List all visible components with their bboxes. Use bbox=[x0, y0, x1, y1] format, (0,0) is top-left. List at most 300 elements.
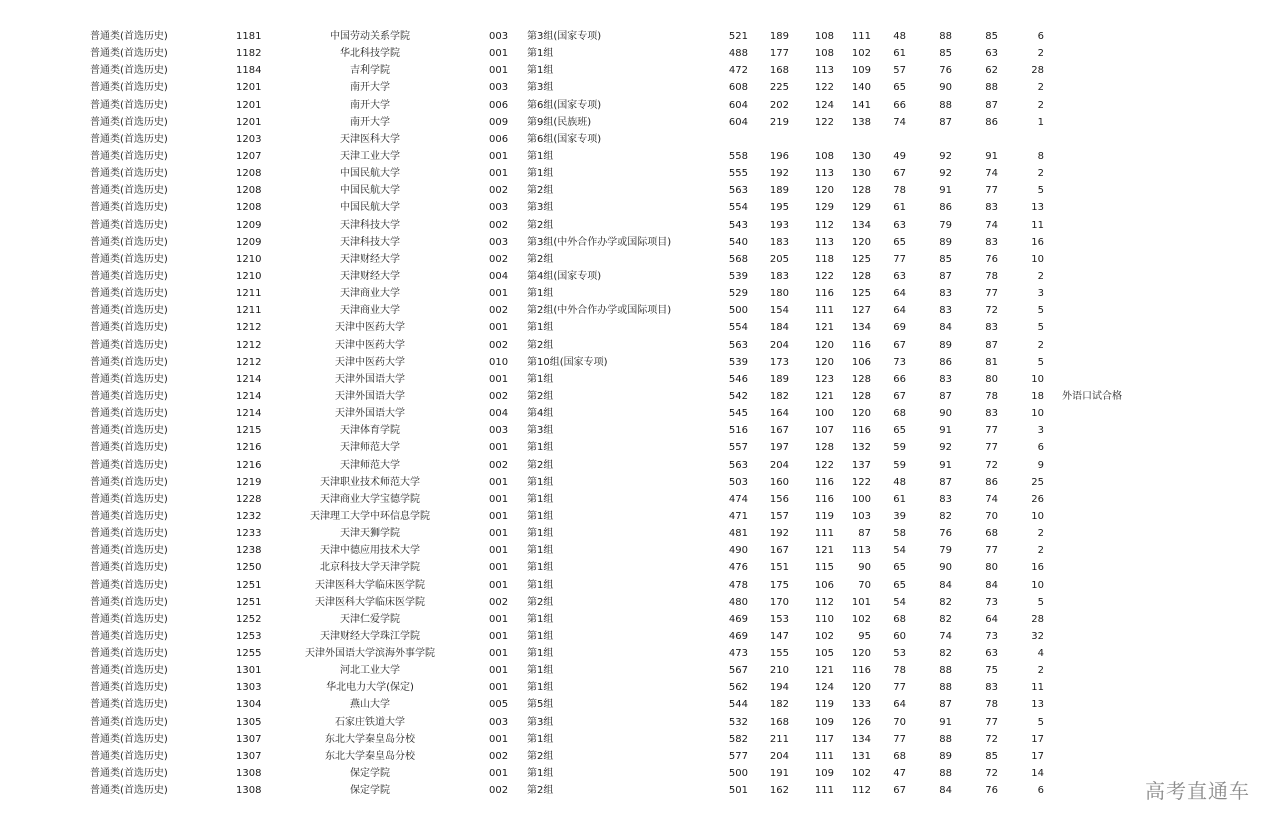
score-5-cell: 77 bbox=[893, 253, 906, 265]
score-4-cell: 101 bbox=[851, 596, 871, 608]
score-5-cell: 59 bbox=[893, 459, 906, 471]
score-5-cell: 67 bbox=[893, 339, 906, 351]
score-5-cell: 68 bbox=[893, 408, 906, 420]
score-6-cell: 88 bbox=[939, 733, 952, 745]
score-4-cell: 120 bbox=[851, 408, 871, 420]
score-5-cell: 66 bbox=[893, 99, 906, 111]
school-name-cell: 天津师范大学 bbox=[340, 459, 400, 471]
watermark: 高考直通车 bbox=[1145, 779, 1250, 803]
total-score-cell: 554 bbox=[728, 202, 748, 214]
total-score-cell: 577 bbox=[728, 750, 748, 762]
school-name-cell: 天津天狮学院 bbox=[340, 528, 400, 540]
group-code-cell: 002 bbox=[489, 785, 509, 797]
count-cell: 2 bbox=[1037, 82, 1044, 94]
school-name-cell: 石家庄铁道大学 bbox=[335, 716, 405, 728]
school-code-cell: 1214 bbox=[236, 408, 262, 420]
score-3-cell: 113 bbox=[814, 168, 834, 180]
score-3-cell: 117 bbox=[814, 733, 834, 745]
group-name-cell: 第4组(国家专项) bbox=[527, 270, 602, 282]
score-2-cell: 157 bbox=[769, 510, 789, 522]
score-7-cell: 63 bbox=[985, 648, 998, 660]
score-6-cell: 88 bbox=[939, 31, 952, 42]
total-score-cell: 481 bbox=[728, 528, 748, 540]
group-name-cell: 第1组 bbox=[527, 733, 554, 745]
score-6-cell: 88 bbox=[939, 768, 952, 780]
group-code-cell: 001 bbox=[489, 442, 509, 454]
group-name-cell: 第1组 bbox=[527, 562, 554, 574]
school-name-cell: 天津商业大学宝德学院 bbox=[320, 493, 420, 505]
group-code-cell: 002 bbox=[489, 459, 509, 471]
score-6-cell: 79 bbox=[939, 545, 952, 557]
score-4-cell: 134 bbox=[851, 733, 871, 745]
category-cell: 普通类(首选历史) bbox=[90, 459, 168, 471]
total-score-cell: 478 bbox=[728, 579, 748, 591]
count-cell: 10 bbox=[1031, 408, 1044, 420]
count-cell: 2 bbox=[1037, 168, 1044, 180]
total-score-cell: 469 bbox=[728, 630, 748, 642]
score-3-cell: 123 bbox=[814, 373, 834, 385]
count-cell: 2 bbox=[1037, 339, 1044, 351]
count-cell: 28 bbox=[1031, 65, 1044, 77]
school-name-cell: 中国民航大学 bbox=[340, 168, 400, 180]
group-name-cell: 第2组 bbox=[527, 253, 554, 265]
school-code-cell: 1308 bbox=[236, 785, 262, 797]
count-cell: 14 bbox=[1031, 768, 1044, 780]
school-code-cell: 1252 bbox=[236, 613, 262, 625]
score-2-cell: 168 bbox=[769, 65, 789, 77]
total-score-cell: 471 bbox=[728, 510, 748, 522]
group-code-cell: 003 bbox=[489, 31, 509, 42]
group-name-cell: 第2组(中外合作办学或国际项目) bbox=[527, 305, 672, 317]
school-code-cell: 1208 bbox=[236, 185, 262, 197]
score-4-cell: 125 bbox=[851, 253, 871, 265]
school-code-cell: 1250 bbox=[236, 562, 262, 574]
score-6-cell: 76 bbox=[939, 65, 952, 77]
score-6-cell: 84 bbox=[939, 579, 952, 591]
table-row bbox=[0, 559, 1280, 576]
score-3-cell: 110 bbox=[814, 613, 834, 625]
school-code-cell: 1209 bbox=[236, 219, 262, 231]
school-code-cell: 1216 bbox=[236, 442, 262, 454]
school-name-cell: 南开大学 bbox=[350, 99, 390, 111]
score-6-cell: 85 bbox=[939, 48, 952, 60]
score-6-cell: 82 bbox=[939, 613, 952, 625]
count-cell: 5 bbox=[1037, 356, 1044, 368]
score-6-cell: 91 bbox=[939, 185, 952, 197]
table-row bbox=[0, 268, 1280, 285]
table-row bbox=[0, 131, 1280, 148]
score-3-cell: 108 bbox=[814, 31, 834, 42]
score-5-cell: 77 bbox=[893, 682, 906, 694]
score-5-cell: 67 bbox=[893, 785, 906, 797]
score-6-cell: 91 bbox=[939, 425, 952, 437]
total-score-cell: 568 bbox=[728, 253, 748, 265]
count-cell: 2 bbox=[1037, 99, 1044, 111]
school-code-cell: 1203 bbox=[236, 133, 262, 145]
school-code-cell: 1255 bbox=[236, 648, 262, 660]
group-code-cell: 003 bbox=[489, 716, 509, 728]
score-6-cell: 87 bbox=[939, 270, 952, 282]
school-name-cell: 天津外国语大学 bbox=[335, 390, 405, 402]
total-score-cell: 516 bbox=[728, 425, 748, 437]
score-2-cell: 182 bbox=[769, 390, 789, 402]
score-5-cell: 39 bbox=[893, 510, 906, 522]
table-row bbox=[0, 696, 1280, 713]
score-2-cell: 183 bbox=[769, 270, 789, 282]
score-3-cell: 105 bbox=[814, 648, 834, 660]
group-name-cell: 第1组 bbox=[527, 545, 554, 557]
score-4-cell: 87 bbox=[858, 528, 871, 540]
school-name-cell: 东北大学秦皇岛分校 bbox=[325, 733, 415, 745]
score-7-cell: 74 bbox=[985, 493, 998, 505]
score-2-cell: 154 bbox=[769, 305, 789, 317]
score-3-cell: 116 bbox=[814, 493, 834, 505]
group-code-cell: 005 bbox=[489, 699, 509, 711]
score-2-cell: 196 bbox=[769, 150, 789, 162]
table-row bbox=[0, 491, 1280, 508]
group-name-cell: 第1组 bbox=[527, 648, 554, 660]
score-2-cell: 180 bbox=[769, 288, 789, 300]
category-cell: 普通类(首选历史) bbox=[90, 630, 168, 642]
group-name-cell: 第3组 bbox=[527, 202, 554, 214]
school-code-cell: 1214 bbox=[236, 373, 262, 385]
school-code-cell: 1228 bbox=[236, 493, 262, 505]
score-2-cell: 204 bbox=[769, 339, 789, 351]
count-cell: 28 bbox=[1031, 613, 1044, 625]
count-cell: 17 bbox=[1031, 733, 1044, 745]
score-2-cell: 204 bbox=[769, 459, 789, 471]
score-5-cell: 61 bbox=[893, 48, 906, 60]
school-name-cell: 天津体育学院 bbox=[340, 425, 400, 437]
group-code-cell: 001 bbox=[489, 528, 509, 540]
category-cell: 普通类(首选历史) bbox=[90, 699, 168, 711]
group-name-cell: 第1组 bbox=[527, 682, 554, 694]
school-name-cell: 天津科技大学 bbox=[340, 236, 400, 248]
group-code-cell: 006 bbox=[489, 133, 509, 145]
group-code-cell: 001 bbox=[489, 493, 509, 505]
score-6-cell: 88 bbox=[939, 99, 952, 111]
score-6-cell: 85 bbox=[939, 253, 952, 265]
score-7-cell: 85 bbox=[985, 750, 998, 762]
score-6-cell: 91 bbox=[939, 459, 952, 471]
table-row bbox=[0, 594, 1280, 611]
school-name-cell: 中国民航大学 bbox=[340, 202, 400, 214]
school-name-cell: 天津中德应用技术大学 bbox=[320, 545, 420, 557]
total-score-cell: 529 bbox=[728, 288, 748, 300]
score-7-cell: 85 bbox=[985, 31, 998, 42]
total-score-cell: 501 bbox=[728, 785, 748, 797]
score-4-cell: 103 bbox=[851, 510, 871, 522]
score-2-cell: 175 bbox=[769, 579, 789, 591]
category-cell: 普通类(首选历史) bbox=[90, 510, 168, 522]
school-name-cell: 天津医科大学 bbox=[340, 133, 400, 145]
group-code-cell: 002 bbox=[489, 750, 509, 762]
group-code-cell: 003 bbox=[489, 82, 509, 94]
score-7-cell: 75 bbox=[985, 665, 998, 677]
score-2-cell: 193 bbox=[769, 219, 789, 231]
count-cell: 10 bbox=[1031, 373, 1044, 385]
category-cell: 普通类(首选历史) bbox=[90, 613, 168, 625]
table-row bbox=[0, 97, 1280, 114]
score-6-cell: 89 bbox=[939, 750, 952, 762]
group-code-cell: 002 bbox=[489, 390, 509, 402]
group-name-cell: 第4组 bbox=[527, 408, 554, 420]
total-score-cell: 473 bbox=[728, 648, 748, 660]
table-row bbox=[0, 525, 1280, 542]
category-cell: 普通类(首选历史) bbox=[90, 185, 168, 197]
score-3-cell: 122 bbox=[814, 82, 834, 94]
score-7-cell: 86 bbox=[985, 116, 998, 128]
category-cell: 普通类(首选历史) bbox=[90, 579, 168, 591]
score-5-cell: 68 bbox=[893, 613, 906, 625]
score-4-cell: 127 bbox=[851, 305, 871, 317]
score-3-cell: 121 bbox=[814, 665, 834, 677]
group-code-cell: 009 bbox=[489, 116, 509, 128]
group-code-cell: 002 bbox=[489, 185, 509, 197]
table-row bbox=[0, 577, 1280, 594]
school-name-cell: 天津仁爱学院 bbox=[340, 613, 400, 625]
score-4-cell: 90 bbox=[858, 562, 871, 574]
category-cell: 普通类(首选历史) bbox=[90, 785, 168, 797]
table-row bbox=[0, 457, 1280, 474]
table-row bbox=[0, 405, 1280, 422]
score-2-cell: 189 bbox=[769, 373, 789, 385]
score-3-cell: 122 bbox=[814, 459, 834, 471]
group-name-cell: 第1组 bbox=[527, 168, 554, 180]
school-code-cell: 1210 bbox=[236, 270, 262, 282]
score-6-cell: 74 bbox=[939, 630, 952, 642]
school-code-cell: 1251 bbox=[236, 596, 262, 608]
category-cell: 普通类(首选历史) bbox=[90, 682, 168, 694]
score-7-cell: 84 bbox=[985, 579, 998, 591]
score-7-cell: 83 bbox=[985, 202, 998, 214]
score-6-cell: 82 bbox=[939, 648, 952, 660]
score-7-cell: 73 bbox=[985, 630, 998, 642]
group-code-cell: 001 bbox=[489, 648, 509, 660]
group-code-cell: 003 bbox=[489, 425, 509, 437]
group-code-cell: 010 bbox=[489, 356, 509, 368]
count-cell: 5 bbox=[1037, 716, 1044, 728]
count-cell: 13 bbox=[1031, 202, 1044, 214]
score-5-cell: 59 bbox=[893, 442, 906, 454]
group-name-cell: 第2组 bbox=[527, 459, 554, 471]
table-row bbox=[0, 439, 1280, 456]
total-score-cell: 563 bbox=[728, 459, 748, 471]
score-4-cell: 120 bbox=[851, 682, 871, 694]
category-cell: 普通类(首选历史) bbox=[90, 442, 168, 454]
score-6-cell: 88 bbox=[939, 682, 952, 694]
group-name-cell: 第1组 bbox=[527, 442, 554, 454]
table-row bbox=[0, 508, 1280, 525]
total-score-cell: 545 bbox=[728, 408, 748, 420]
score-4-cell: 133 bbox=[851, 699, 871, 711]
count-cell: 5 bbox=[1037, 596, 1044, 608]
group-code-cell: 001 bbox=[489, 768, 509, 780]
group-code-cell: 006 bbox=[489, 99, 509, 111]
school-code-cell: 1307 bbox=[236, 733, 262, 745]
score-4-cell: 131 bbox=[851, 750, 871, 762]
school-name-cell: 天津外国语大学滨海外事学院 bbox=[305, 648, 435, 660]
count-cell: 2 bbox=[1037, 528, 1044, 540]
group-name-cell: 第1组 bbox=[527, 613, 554, 625]
total-score-cell: 546 bbox=[728, 373, 748, 385]
category-cell: 普通类(首选历史) bbox=[90, 408, 168, 420]
score-4-cell: 106 bbox=[851, 356, 871, 368]
school-code-cell: 1238 bbox=[236, 545, 262, 557]
table-row bbox=[0, 79, 1280, 96]
score-6-cell: 87 bbox=[939, 476, 952, 488]
score-4-cell: 130 bbox=[851, 168, 871, 180]
school-name-cell: 天津商业大学 bbox=[340, 305, 400, 317]
score-7-cell: 74 bbox=[985, 168, 998, 180]
score-3-cell: 119 bbox=[814, 699, 834, 711]
group-name-cell: 第3组(中外合作办学或国际项目) bbox=[527, 236, 672, 248]
total-score-cell: 604 bbox=[728, 116, 748, 128]
score-7-cell: 72 bbox=[985, 768, 998, 780]
score-3-cell: 107 bbox=[814, 425, 834, 437]
admission-table bbox=[0, 28, 1280, 799]
score-5-cell: 61 bbox=[893, 493, 906, 505]
score-4-cell: 128 bbox=[851, 390, 871, 402]
score-2-cell: 155 bbox=[769, 648, 789, 660]
group-name-cell: 第1组 bbox=[527, 579, 554, 591]
table-row bbox=[0, 285, 1280, 302]
note-cell: 外语口试合格 bbox=[1062, 390, 1122, 402]
school-name-cell: 天津财经大学 bbox=[340, 270, 400, 282]
category-cell: 普通类(首选历史) bbox=[90, 305, 168, 317]
score-2-cell: 192 bbox=[769, 168, 789, 180]
table-row bbox=[0, 114, 1280, 131]
count-cell: 11 bbox=[1031, 219, 1044, 231]
score-5-cell: 54 bbox=[893, 596, 906, 608]
score-6-cell: 92 bbox=[939, 168, 952, 180]
count-cell: 13 bbox=[1031, 699, 1044, 711]
group-name-cell: 第1组 bbox=[527, 665, 554, 677]
table-row bbox=[0, 765, 1280, 782]
category-cell: 普通类(首选历史) bbox=[90, 168, 168, 180]
score-3-cell: 122 bbox=[814, 270, 834, 282]
total-score-cell: 469 bbox=[728, 613, 748, 625]
score-6-cell: 82 bbox=[939, 510, 952, 522]
score-7-cell: 78 bbox=[985, 390, 998, 402]
score-7-cell: 76 bbox=[985, 785, 998, 797]
school-code-cell: 1216 bbox=[236, 459, 262, 471]
category-cell: 普通类(首选历史) bbox=[90, 31, 168, 42]
score-3-cell: 120 bbox=[814, 185, 834, 197]
group-code-cell: 001 bbox=[489, 48, 509, 60]
group-code-cell: 004 bbox=[489, 408, 509, 420]
score-5-cell: 65 bbox=[893, 425, 906, 437]
table-row bbox=[0, 371, 1280, 388]
category-cell: 普通类(首选历史) bbox=[90, 288, 168, 300]
score-6-cell: 83 bbox=[939, 305, 952, 317]
score-3-cell: 120 bbox=[814, 339, 834, 351]
score-4-cell: 126 bbox=[851, 716, 871, 728]
score-4-cell: 116 bbox=[851, 665, 871, 677]
score-7-cell: 77 bbox=[985, 288, 998, 300]
score-2-cell: 183 bbox=[769, 236, 789, 248]
score-5-cell: 77 bbox=[893, 733, 906, 745]
score-5-cell: 57 bbox=[893, 65, 906, 77]
school-code-cell: 1209 bbox=[236, 236, 262, 248]
score-6-cell: 86 bbox=[939, 356, 952, 368]
score-5-cell: 48 bbox=[893, 31, 906, 42]
total-score-cell: 539 bbox=[728, 356, 748, 368]
score-5-cell: 78 bbox=[893, 665, 906, 677]
category-cell: 普通类(首选历史) bbox=[90, 116, 168, 128]
category-cell: 普通类(首选历史) bbox=[90, 768, 168, 780]
table-row bbox=[0, 302, 1280, 319]
category-cell: 普通类(首选历史) bbox=[90, 493, 168, 505]
score-4-cell: 128 bbox=[851, 185, 871, 197]
score-6-cell: 91 bbox=[939, 716, 952, 728]
score-7-cell: 77 bbox=[985, 716, 998, 728]
school-code-cell: 1208 bbox=[236, 202, 262, 214]
group-code-cell: 001 bbox=[489, 476, 509, 488]
count-cell: 5 bbox=[1037, 322, 1044, 334]
score-6-cell: 76 bbox=[939, 528, 952, 540]
table-row bbox=[0, 337, 1280, 354]
score-6-cell: 84 bbox=[939, 322, 952, 334]
count-cell: 4 bbox=[1037, 648, 1044, 660]
score-3-cell: 116 bbox=[814, 288, 834, 300]
score-7-cell: 77 bbox=[985, 545, 998, 557]
total-score-cell: 503 bbox=[728, 476, 748, 488]
count-cell: 10 bbox=[1031, 510, 1044, 522]
category-cell: 普通类(首选历史) bbox=[90, 733, 168, 745]
school-code-cell: 1182 bbox=[236, 48, 262, 60]
score-2-cell: 191 bbox=[769, 768, 789, 780]
score-4-cell: 129 bbox=[851, 202, 871, 214]
group-name-cell: 第5组 bbox=[527, 699, 554, 711]
group-code-cell: 002 bbox=[489, 596, 509, 608]
group-name-cell: 第3组 bbox=[527, 425, 554, 437]
score-4-cell: 134 bbox=[851, 322, 871, 334]
count-cell: 6 bbox=[1037, 31, 1044, 42]
group-name-cell: 第10组(国家专项) bbox=[527, 356, 608, 368]
score-7-cell: 86 bbox=[985, 476, 998, 488]
table-row bbox=[0, 422, 1280, 439]
score-3-cell: 118 bbox=[814, 253, 834, 265]
score-3-cell: 113 bbox=[814, 65, 834, 77]
score-3-cell: 106 bbox=[814, 579, 834, 591]
score-2-cell: 210 bbox=[769, 665, 789, 677]
score-6-cell: 87 bbox=[939, 699, 952, 711]
group-name-cell: 第1组 bbox=[527, 288, 554, 300]
score-6-cell: 79 bbox=[939, 219, 952, 231]
group-name-cell: 第1组 bbox=[527, 510, 554, 522]
school-name-cell: 天津理工大学中环信息学院 bbox=[310, 510, 430, 522]
group-name-cell: 第3组 bbox=[527, 716, 554, 728]
score-7-cell: 80 bbox=[985, 373, 998, 385]
category-cell: 普通类(首选历史) bbox=[90, 202, 168, 214]
score-4-cell: 128 bbox=[851, 373, 871, 385]
score-4-cell: 112 bbox=[851, 785, 871, 797]
group-code-cell: 001 bbox=[489, 613, 509, 625]
school-code-cell: 1219 bbox=[236, 476, 262, 488]
count-cell: 26 bbox=[1031, 493, 1044, 505]
score-3-cell: 121 bbox=[814, 322, 834, 334]
category-cell: 普通类(首选历史) bbox=[90, 373, 168, 385]
score-5-cell: 60 bbox=[893, 630, 906, 642]
group-name-cell: 第1组 bbox=[527, 768, 554, 780]
score-4-cell: 128 bbox=[851, 270, 871, 282]
total-score-cell: 480 bbox=[728, 596, 748, 608]
score-3-cell: 124 bbox=[814, 99, 834, 111]
score-7-cell: 72 bbox=[985, 733, 998, 745]
school-code-cell: 1307 bbox=[236, 750, 262, 762]
group-code-cell: 001 bbox=[489, 65, 509, 77]
